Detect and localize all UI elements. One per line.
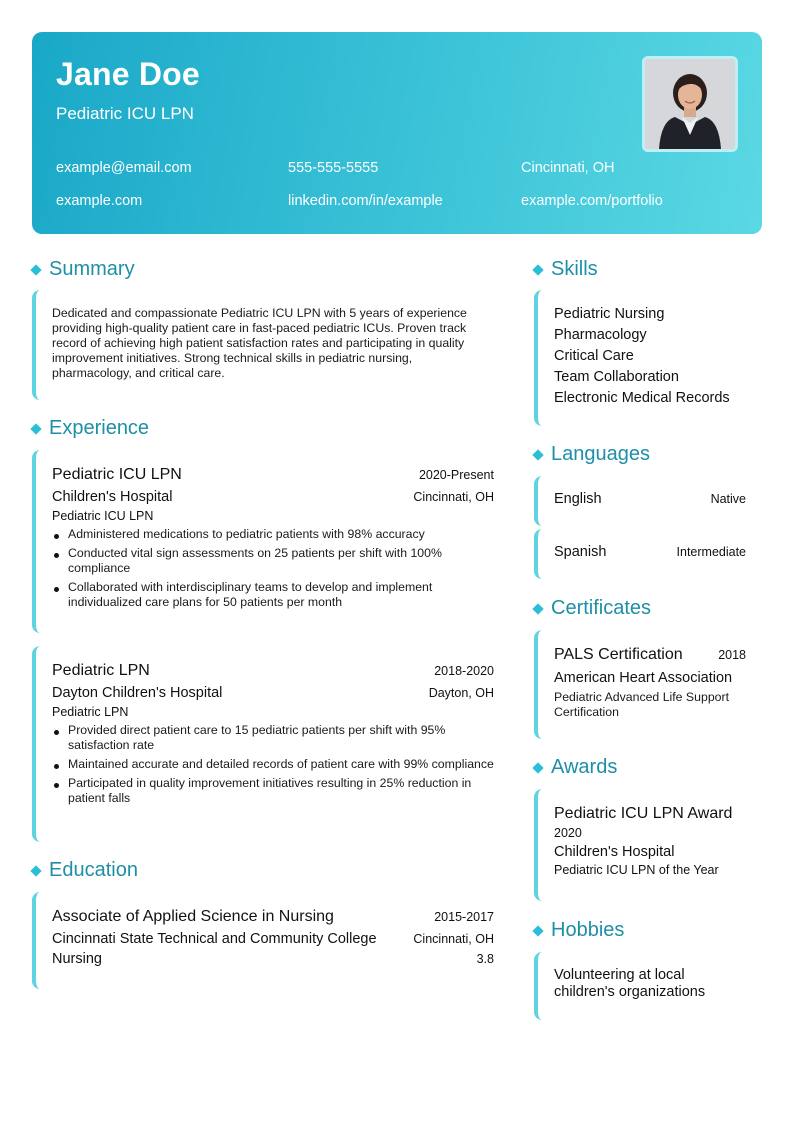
section-title: Skills	[551, 258, 598, 280]
language-entry	[534, 476, 762, 526]
diamond-bullet-icon	[532, 603, 543, 614]
job-dates: 2020-Present	[418, 468, 494, 482]
job-bullet: Provided direct patient care to 15 pediatric patients per shift with 95% satisfaction rate	[52, 723, 494, 753]
job-bullet: Administered medications to pediatric patients with 98% accuracy	[52, 527, 494, 542]
job-title: Pediatric ICU LPN	[52, 466, 182, 483]
contact-website[interactable]: example.com	[56, 193, 143, 209]
resume-header	[32, 32, 762, 234]
section-title: Experience	[49, 417, 150, 439]
job-company: Dayton Children's Hospital	[52, 685, 223, 701]
section-title: Summary	[49, 258, 135, 280]
profile-photo-illustration	[645, 59, 735, 149]
certificate-description: Pediatric Advanced Life Support Certification	[554, 690, 730, 719]
job-title: Pediatric LPN	[52, 662, 150, 679]
summary-text: Dedicated and compassionate Pediatric ICU LPN with 5 years of experience providing high-quality patient care in fast-paced pediatric ICUs. Proven track record of achieving high patient satisfaction rates and participating in quality improvement initiatives. Strong technical skills in pediatric nursing, pharmacology, and critical care.	[52, 306, 467, 380]
certificate-name: PALS Certification	[554, 646, 683, 663]
experience-entry	[32, 646, 494, 842]
education-dates: 2015-2017	[434, 910, 494, 924]
job-bullet: Collaborated with interdisciplinary teams to develop and implement individualized care plans for 50 patients per month	[52, 580, 494, 610]
diamond-bullet-icon	[30, 264, 41, 275]
certificate-year: 2018	[718, 648, 746, 662]
award-year: 2020	[554, 826, 582, 840]
summary-card	[32, 290, 494, 400]
gpa: 3.8	[476, 952, 494, 966]
certificate-issuer: American Heart Association	[554, 670, 733, 686]
job-bullets	[52, 527, 494, 610]
skill-item: Pharmacology	[554, 327, 647, 343]
contact-phone[interactable]: 555-555-5555	[288, 160, 379, 176]
job-company: Children's Hospital	[52, 489, 173, 505]
language-entry	[534, 529, 762, 579]
school: Cincinnati State Technical and Community College	[52, 931, 377, 947]
hobby-item: Volunteering at local children's organizations	[554, 967, 706, 1000]
job-location: Cincinnati, OH	[413, 490, 494, 504]
profile-photo	[642, 56, 738, 152]
candidate-name: Jane Doe	[56, 56, 200, 92]
job-location: Dayton, OH	[428, 686, 494, 700]
field-of-study: Nursing	[52, 951, 102, 967]
diamond-bullet-icon	[30, 423, 41, 434]
language-name: Spanish	[554, 544, 607, 560]
section-skills-heading	[532, 258, 598, 281]
award-entry	[534, 789, 762, 901]
section-languages-heading	[532, 443, 650, 466]
job-bullets	[52, 723, 494, 806]
certificate-entry	[534, 630, 762, 739]
diamond-bullet-icon	[532, 762, 543, 773]
job-role: Pediatric LPN	[52, 705, 129, 719]
skill-item: Electronic Medical Records	[554, 390, 730, 406]
section-title: Languages	[551, 443, 650, 465]
skill-item: Team Collaboration	[554, 369, 679, 385]
diamond-bullet-icon	[532, 264, 543, 275]
hobbies-card	[534, 952, 762, 1020]
degree: Associate of Applied Science in Nursing	[52, 908, 334, 925]
award-description: Pediatric ICU LPN of the Year	[554, 863, 719, 877]
contact-location: Cincinnati, OH	[521, 160, 615, 176]
education-entry	[32, 892, 494, 989]
skills-card	[534, 290, 762, 426]
language-name: English	[554, 491, 602, 507]
diamond-bullet-icon	[532, 925, 543, 936]
contact-email[interactable]: example@email.com	[56, 160, 192, 176]
job-dates: 2018-2020	[434, 664, 494, 678]
language-level: Intermediate	[676, 545, 746, 559]
section-education-heading	[30, 859, 138, 882]
award-issuer: Children's Hospital	[554, 844, 675, 860]
diamond-bullet-icon	[532, 449, 543, 460]
section-title: Awards	[551, 756, 618, 778]
job-bullet: Participated in quality improvement initiatives resulting in 25% reduction in patient falls	[52, 776, 494, 806]
diamond-bullet-icon	[30, 865, 41, 876]
job-role: Pediatric ICU LPN	[52, 509, 154, 523]
contact-portfolio[interactable]: example.com/portfolio	[521, 193, 663, 209]
language-level: Native	[710, 492, 746, 506]
job-bullet: Maintained accurate and detailed records of patient care with 99% compliance	[52, 757, 494, 772]
award-name: Pediatric ICU LPN Award	[554, 805, 733, 822]
section-title: Education	[49, 859, 138, 881]
section-experience-heading	[30, 417, 149, 440]
skill-item: Critical Care	[554, 348, 634, 364]
section-certificates-heading	[532, 597, 651, 620]
section-title: Certificates	[551, 597, 652, 619]
candidate-title: Pediatric ICU LPN	[56, 104, 194, 123]
section-awards-heading	[532, 756, 617, 779]
experience-entry	[32, 450, 494, 633]
section-title: Hobbies	[551, 919, 625, 941]
section-hobbies-heading	[532, 919, 624, 942]
job-bullet: Conducted vital sign assessments on 25 patients per shift with 100% compliance	[52, 546, 494, 576]
section-summary-heading	[30, 258, 135, 281]
contact-linkedin[interactable]: linkedin.com/in/example	[288, 193, 443, 209]
skill-item: Pediatric Nursing	[554, 306, 665, 322]
school-location: Cincinnati, OH	[413, 932, 494, 946]
